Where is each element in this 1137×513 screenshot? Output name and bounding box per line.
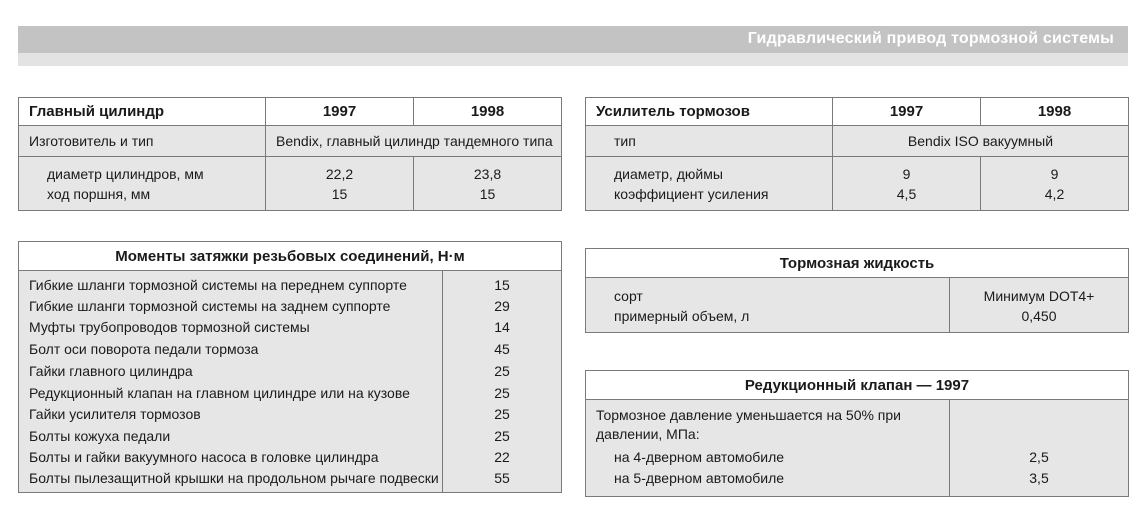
booster-title: Усилитель тормозов bbox=[586, 98, 833, 126]
row-label: ход поршня, мм bbox=[19, 184, 266, 211]
year-1997-header: 1997 bbox=[266, 98, 414, 126]
table-row bbox=[19, 468, 562, 493]
row-value: Минимум DOT4+ bbox=[950, 278, 1129, 306]
table-row bbox=[586, 278, 1129, 306]
row-value: 2,5 bbox=[950, 446, 1129, 468]
row-value: 4,2 bbox=[981, 184, 1129, 211]
table-row bbox=[586, 184, 1129, 211]
row-value: 0,450 bbox=[950, 306, 1129, 333]
booster-table bbox=[585, 97, 1129, 211]
reduction-valve-title: Редукционный клапан — 1997 bbox=[586, 371, 1129, 400]
master-cylinder-table bbox=[18, 97, 562, 211]
row-value: 25 bbox=[443, 382, 562, 404]
row-value: 15 bbox=[443, 271, 562, 296]
row-value: 3,5 bbox=[950, 468, 1129, 497]
row-label: Гибкие шланги тормозной системы на переднем суппорте bbox=[19, 271, 443, 296]
valve-description bbox=[586, 400, 950, 446]
row-label: на 5-дверном автомобиле bbox=[586, 468, 950, 497]
row-label: диаметр цилиндров, мм bbox=[19, 157, 266, 184]
reduction-valve-table bbox=[585, 370, 1129, 497]
table-row bbox=[19, 447, 562, 468]
table-row bbox=[19, 271, 562, 296]
row-label: Болты кожуха педали bbox=[19, 425, 443, 447]
torque-title: Моменты затяжки резьбовых соединений, Н·м bbox=[19, 242, 562, 271]
master-cylinder-title: Главный цилиндр bbox=[19, 98, 266, 126]
table-row bbox=[19, 296, 562, 317]
table-row bbox=[19, 361, 562, 382]
row-value: 25 bbox=[443, 404, 562, 425]
table-row bbox=[19, 382, 562, 404]
torque-table bbox=[18, 241, 562, 493]
row-label: коэффициент усиления bbox=[586, 184, 833, 211]
row-value: 29 bbox=[443, 296, 562, 317]
row-value: 15 bbox=[414, 184, 562, 211]
row-label: Гибкие шланги тормозной системы на заднем суппорте bbox=[19, 296, 443, 317]
row-value: 23,8 bbox=[414, 157, 562, 184]
maker-label: Изготовитель и тип bbox=[19, 126, 266, 157]
row-value: 25 bbox=[443, 361, 562, 382]
row-label: на 4-дверном автомобиле bbox=[586, 446, 950, 468]
valve-description-line-1: Тормозное давление уменьшается на 50% при bbox=[596, 407, 901, 423]
row-label: Болты и гайки вакуумного насоса в головке цилиндра bbox=[19, 447, 443, 468]
row-value: 4,5 bbox=[833, 184, 981, 211]
section-title: Гидравлический привод тормозной системы bbox=[747, 30, 1114, 47]
table-row bbox=[19, 338, 562, 361]
year-1997-header: 1997 bbox=[833, 98, 981, 126]
table-row bbox=[586, 468, 1129, 497]
brake-fluid-table bbox=[585, 248, 1129, 333]
table-row bbox=[19, 157, 562, 184]
type-value: Bendix ISO вакуумный bbox=[833, 126, 1129, 157]
row-value: 22 bbox=[443, 447, 562, 468]
row-value: 45 bbox=[443, 338, 562, 361]
row-value: 22,2 bbox=[266, 157, 414, 184]
table-row bbox=[19, 317, 562, 338]
row-value: 25 bbox=[443, 425, 562, 447]
row-label: Болт оси поворота педали тормоза bbox=[19, 338, 443, 361]
row-label: сорт bbox=[586, 278, 950, 306]
row-value: 9 bbox=[981, 157, 1129, 184]
maker-value: Bendix, главный цилиндр тандемного типа bbox=[266, 126, 562, 157]
row-value: 14 bbox=[443, 317, 562, 338]
table-row bbox=[586, 446, 1129, 468]
table-row bbox=[19, 425, 562, 447]
type-label: тип bbox=[586, 126, 833, 157]
row-label: диаметр, дюймы bbox=[586, 157, 833, 184]
table-row bbox=[586, 157, 1129, 184]
year-1998-header: 1998 bbox=[981, 98, 1129, 126]
row-label: Муфты трубопроводов тормозной системы bbox=[19, 317, 443, 338]
row-label: Гайки усилителя тормозов bbox=[19, 404, 443, 425]
valve-description-value-cell bbox=[950, 400, 1129, 446]
year-1998-header: 1998 bbox=[414, 98, 562, 126]
table-row bbox=[586, 306, 1129, 333]
row-value: 15 bbox=[266, 184, 414, 211]
brake-fluid-title: Тормозная жидкость bbox=[586, 249, 1129, 278]
row-label: Гайки главного цилиндра bbox=[19, 361, 443, 382]
row-label: Болты пылезащитной крышки на продольном рычаге подвески bbox=[19, 468, 443, 493]
valve-description-line-2: давлении, МПа: bbox=[596, 426, 700, 442]
row-label: Редукционный клапан на главном цилиндре или на кузове bbox=[19, 382, 443, 404]
row-value: 55 bbox=[443, 468, 562, 493]
table-row bbox=[19, 404, 562, 425]
row-label: примерный объем, л bbox=[586, 306, 950, 333]
section-header-bar bbox=[18, 26, 1128, 53]
header-underline-bar bbox=[18, 53, 1128, 66]
table-row bbox=[19, 184, 562, 211]
row-value: 9 bbox=[833, 157, 981, 184]
